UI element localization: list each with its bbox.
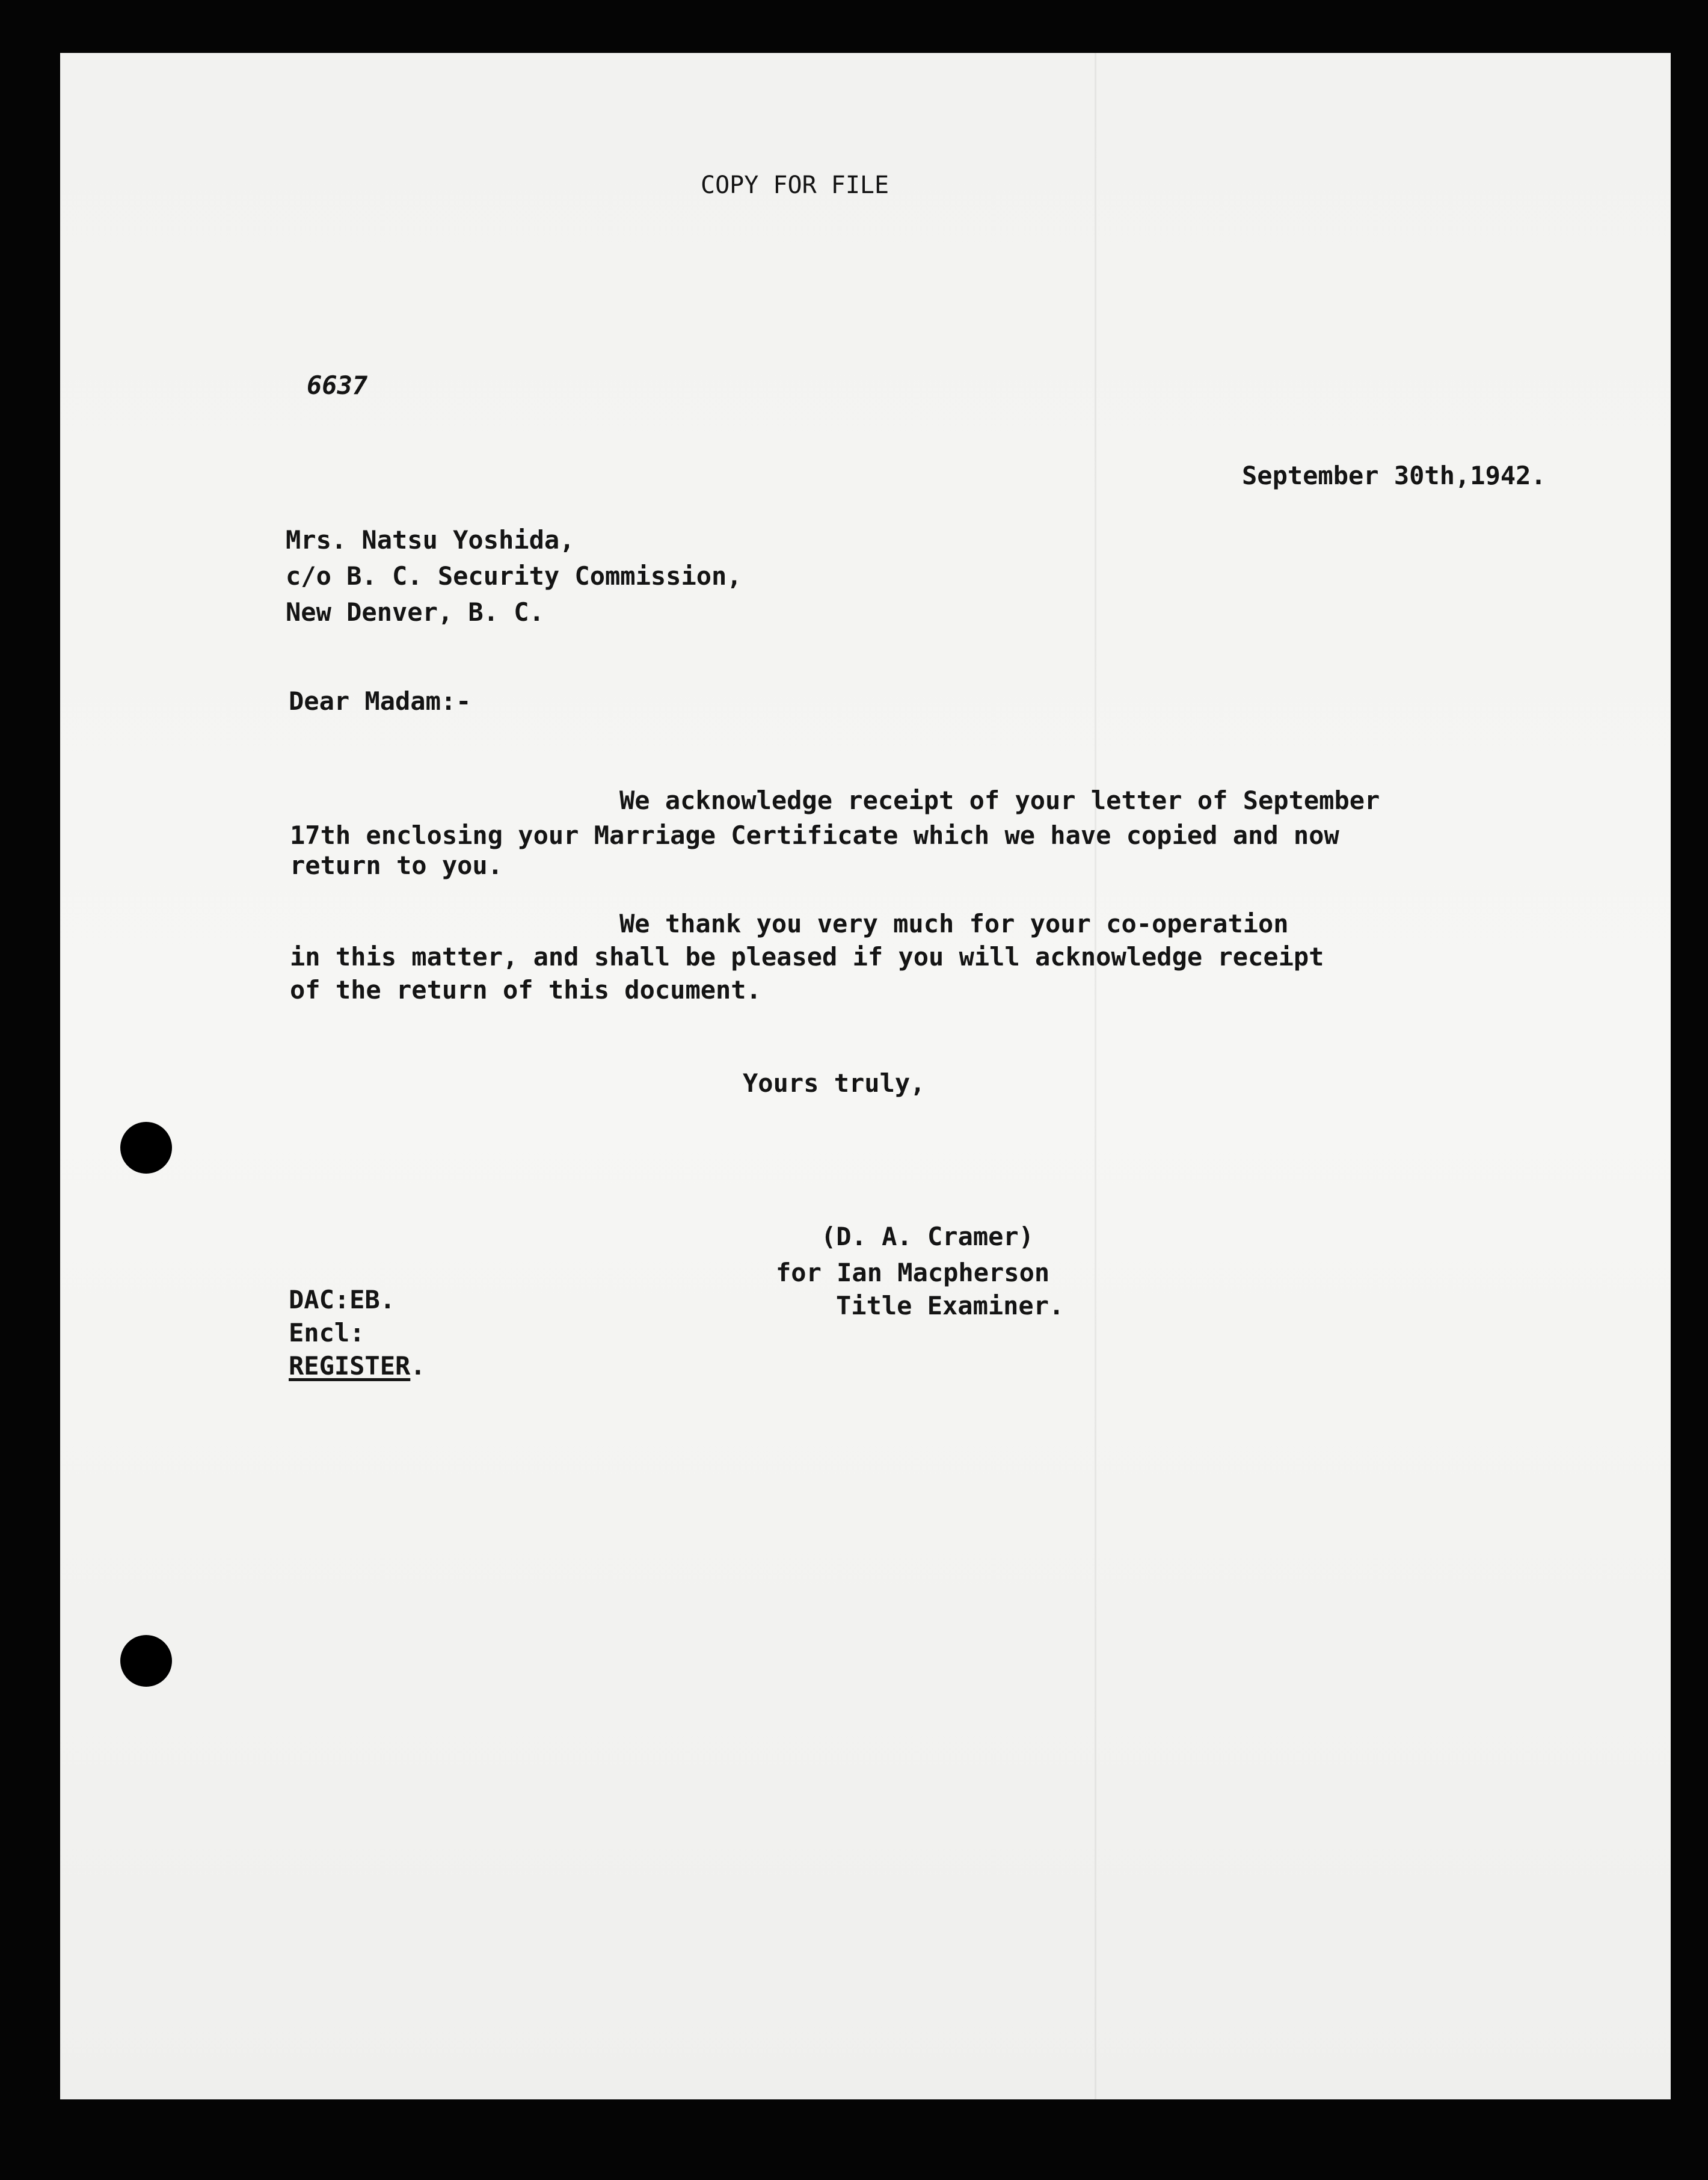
register-label: REGISTER <box>289 1351 411 1381</box>
enclosure-note: Encl: <box>289 1318 365 1347</box>
register-note <box>289 1353 426 1379</box>
paragraph-1-line-1: We acknowledge receipt of your letter of September <box>619 786 1380 815</box>
paragraph-2-line-1: We thank you very much for your co-operation <box>619 909 1289 938</box>
punch-hole-top <box>120 1122 172 1174</box>
recipient-line-3: New Denver, B. C. <box>286 597 544 627</box>
paragraph-2-line-3: of the return of this document. <box>290 975 761 1005</box>
signature-title: Title Examiner. <box>836 1291 1064 1320</box>
signature-for-line: for Ian Macpherson <box>776 1258 1050 1287</box>
paragraph-1-line-3: return to you. <box>290 851 503 880</box>
paragraph-1-line-2: 17th enclosing your Marriage Certificate which we have copied and now <box>290 821 1339 850</box>
letter-date: September 30th,1942. <box>1242 461 1546 490</box>
recipient-line-1: Mrs. Natsu Yoshida, <box>286 525 575 555</box>
register-period: . <box>410 1351 426 1381</box>
punch-hole-bottom <box>120 1635 172 1687</box>
signature-name: (D. A. Cramer) <box>821 1222 1034 1251</box>
closing: Yours truly, <box>743 1068 926 1098</box>
salutation: Dear Madam:- <box>289 686 472 716</box>
copy-for-file-heading: COPY FOR FILE <box>701 171 889 199</box>
reference-initials: DAC:EB. <box>289 1285 396 1314</box>
paragraph-2-line-2: in this matter, and shall be pleased if you will acknowledge receipt <box>290 942 1324 971</box>
file-number: 6637 <box>307 371 368 400</box>
paper-fold <box>1095 53 1096 2099</box>
recipient-line-2: c/o B. C. Security Commission, <box>286 561 742 591</box>
